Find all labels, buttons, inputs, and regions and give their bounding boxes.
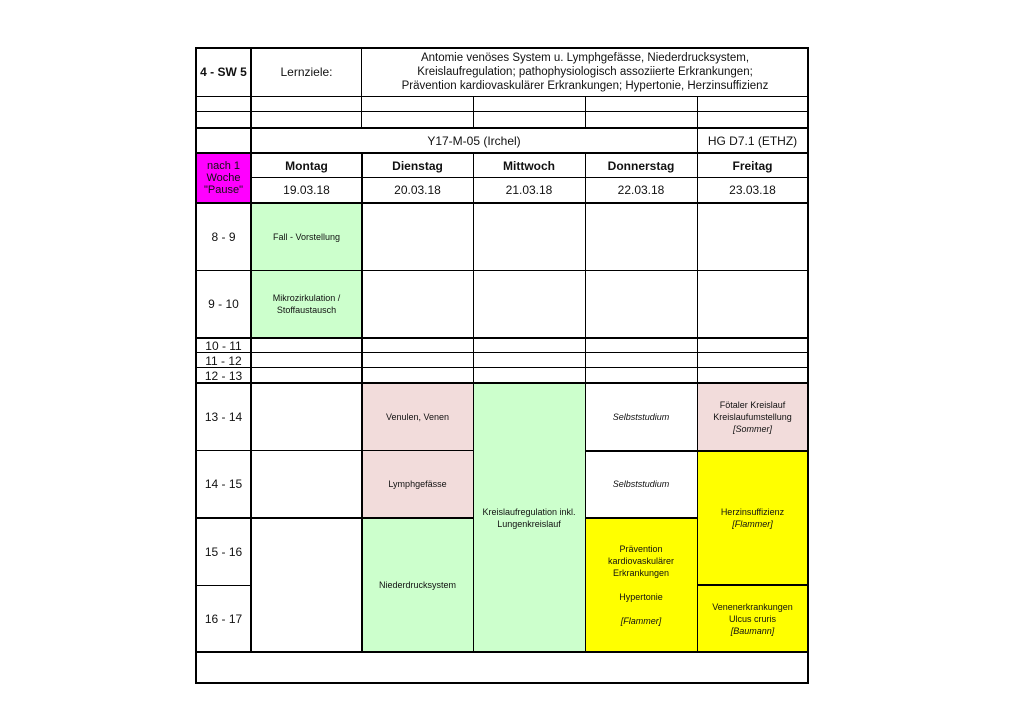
- session-cell: Fall - Vorstellung: [251, 203, 362, 270]
- session-cell: [697, 383, 808, 450]
- session-text: [Flammer]: [620, 616, 662, 626]
- session-text: Venenerkrankungen: [712, 601, 793, 612]
- grid-line: [361, 47, 362, 128]
- grid-line: [195, 337, 809, 339]
- session-text: Prävention: [619, 544, 663, 554]
- grid-line: [195, 270, 809, 271]
- session-cell: [473, 383, 585, 652]
- time-slot: 13 - 14: [204, 409, 243, 424]
- time-slot: 10 - 11: [205, 338, 242, 353]
- grid-line: [195, 111, 809, 112]
- room-secondary: HG D7.1 (ETHZ): [707, 133, 798, 148]
- session-text: Ulcus cruris: [728, 613, 776, 624]
- grid-line: [697, 96, 698, 653]
- session-cell: [585, 518, 697, 652]
- time-slot: 12 - 13: [204, 368, 243, 383]
- grid-line: [195, 367, 809, 368]
- grid-line: [697, 584, 809, 586]
- session-text: Hypertonie: [619, 592, 663, 602]
- goal-line: Kreislaufregulation; pathophysiologisch assoziierte Erkrankungen;: [417, 66, 753, 78]
- grid-line: [251, 177, 809, 178]
- session-text: [Flammer]: [732, 518, 773, 529]
- session-text: [Sommer]: [732, 423, 772, 434]
- time-slot: 14 - 15: [204, 477, 243, 491]
- grid-line: [585, 517, 697, 519]
- pause-note-line: nach 1: [206, 159, 241, 172]
- grid-line: [585, 153, 586, 653]
- day-name: Dienstag: [392, 158, 443, 173]
- day-date: 23.03.18: [729, 183, 776, 197]
- time-slot: 11 - 12: [205, 353, 242, 368]
- grid-line: [361, 153, 363, 653]
- grid-line: [195, 127, 809, 129]
- session-text: Herzinsuffizienz: [720, 506, 785, 517]
- session-text: Kreislaufregulation inkl.: [482, 506, 576, 517]
- session-text: [Baumann]: [730, 625, 775, 636]
- grid-line: [585, 96, 586, 128]
- grid-line: [195, 47, 197, 684]
- grid-line: [195, 382, 809, 384]
- pause-note-line: "Pause": [204, 183, 243, 196]
- goal-line: Antomie venöses System u. Lymphgefässe, Niederdrucksystem,: [420, 52, 750, 64]
- session-text: Fötaler Kreislauf: [719, 399, 786, 410]
- day-date: 22.03.18: [617, 183, 665, 197]
- grid-line: [195, 682, 809, 684]
- pause-note-line: Woche: [206, 171, 241, 184]
- day-date: 21.03.18: [505, 183, 553, 197]
- session-text: kardiovaskulärer: [607, 556, 675, 566]
- time-slot: 9 - 10: [208, 297, 239, 311]
- grid-line: [195, 352, 809, 353]
- day-date: 19.03.18: [283, 183, 330, 197]
- day-name: Donnerstag: [607, 158, 675, 173]
- grid-line: [473, 96, 474, 128]
- grid-line: [473, 153, 474, 653]
- room-main: Y17-M-05 (Irchel): [427, 133, 521, 148]
- session-cell: [697, 585, 808, 652]
- session-text: Stoffaustausch: [276, 305, 337, 315]
- grid-line: [195, 202, 809, 204]
- day-date: 20.03.18: [394, 183, 441, 197]
- grid-line: [195, 47, 809, 49]
- day-name: Freitag: [732, 158, 773, 173]
- grid-line: [195, 152, 809, 154]
- grid-line: [195, 585, 251, 586]
- grid-line: [195, 651, 809, 653]
- goals-label: Lernziele:: [280, 65, 333, 79]
- grid-line: [807, 47, 809, 684]
- session-cell: Selbststudium: [612, 411, 670, 422]
- session-text: Kreislaufumstellung: [713, 411, 792, 422]
- goal-line: Prävention kardiovaskulärer Erkrankungen; Hypertonie, Herzinsuffizienz: [401, 80, 769, 92]
- session-text: Mikrozirkulation /: [272, 293, 341, 303]
- grid-line: [195, 96, 809, 97]
- time-slot: 8 - 9: [211, 229, 236, 244]
- week-label: 4 - SW 5: [200, 65, 247, 79]
- session-cell: [251, 270, 362, 338]
- session-text: Erkrankungen: [612, 568, 670, 578]
- grid-line: [195, 450, 473, 451]
- pause-note: [196, 153, 251, 202]
- session-cell: Lymphgefässe: [362, 450, 473, 518]
- session-cell: Venulen, Venen: [362, 383, 473, 450]
- time-slot: 16 - 17: [204, 611, 243, 626]
- session-cell: [697, 450, 808, 585]
- time-slot: 15 - 16: [204, 544, 243, 559]
- day-name: Montag: [285, 158, 328, 173]
- session-cell: Niederdrucksystem: [362, 518, 473, 652]
- session-text: Lungenkreislauf: [497, 518, 561, 529]
- session-cell: Selbststudium: [612, 479, 670, 489]
- day-name: Mittwoch: [503, 158, 555, 173]
- grid-line: [195, 517, 473, 519]
- learning-goals: [362, 48, 808, 96]
- grid-line: [250, 47, 252, 653]
